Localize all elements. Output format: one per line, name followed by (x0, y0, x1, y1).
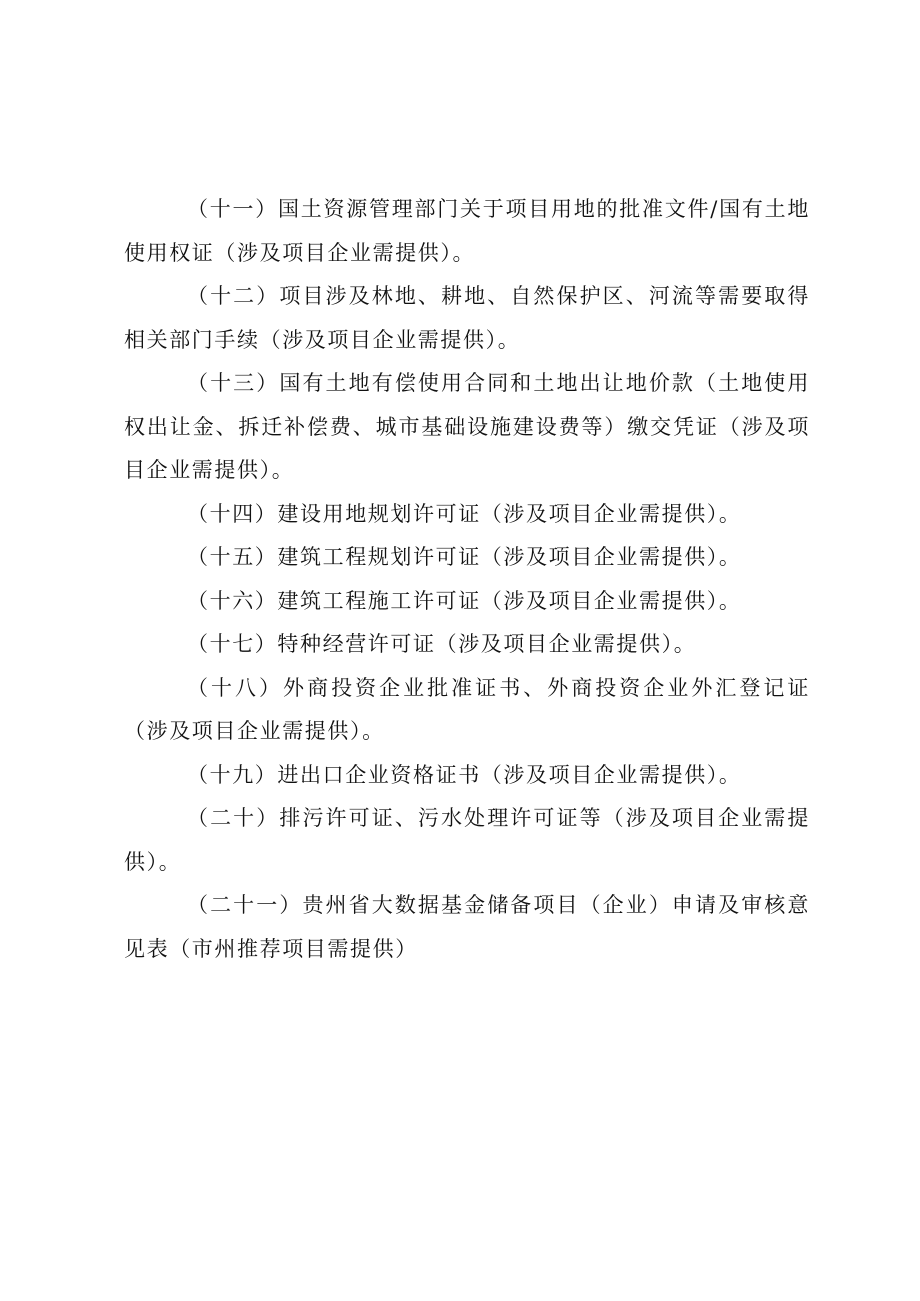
paragraph-item-11: （十一）国土资源管理部门关于项目用地的批准文件/国有土地使用权证（涉及项目企业需提供）。 (124, 197, 810, 265)
paragraph-item-13: （十三）国有土地有偿使用合同和土地出让地价款（土地使用权出让金、拆迁补偿费、城市基础设施建设费等）缴交凭证（涉及项目企业需提供）。 (124, 371, 810, 482)
paragraph-item-14: （十四）建设用地规划许可证（涉及项目企业需提供）。 (187, 501, 742, 526)
paragraph-item-16: （十六）建筑工程施工许可证（涉及项目企业需提供）。 (187, 588, 742, 613)
paragraph-item-18: （十八）外商投资企业批准证书、外商投资企业外汇登记证（涉及项目企业需提供）。 (124, 675, 810, 743)
paragraph-item-17: （十七）特种经营许可证（涉及项目企业需提供）。 (187, 632, 697, 656)
paragraph-item-12: （十二）项目涉及林地、耕地、自然保护区、河流等需要取得相关部门手续（涉及项目企业需提供）。 (124, 284, 810, 352)
paragraph-item-21: （二十一）贵州省大数据基金储备项目（企业）申请及审核意见表（市州推荐项目需提供） (124, 893, 810, 961)
paragraph-item-20: （二十）排污许可证、污水处理许可证等（涉及项目企业需提供）。 (124, 806, 810, 874)
document-body (124, 188, 810, 971)
paragraph-item-19: （十九）进出口企业资格证书（涉及项目企业需提供）。 (187, 762, 742, 787)
paragraph-item-15: （十五）建筑工程规划许可证（涉及项目企业需提供）。 (187, 545, 742, 569)
